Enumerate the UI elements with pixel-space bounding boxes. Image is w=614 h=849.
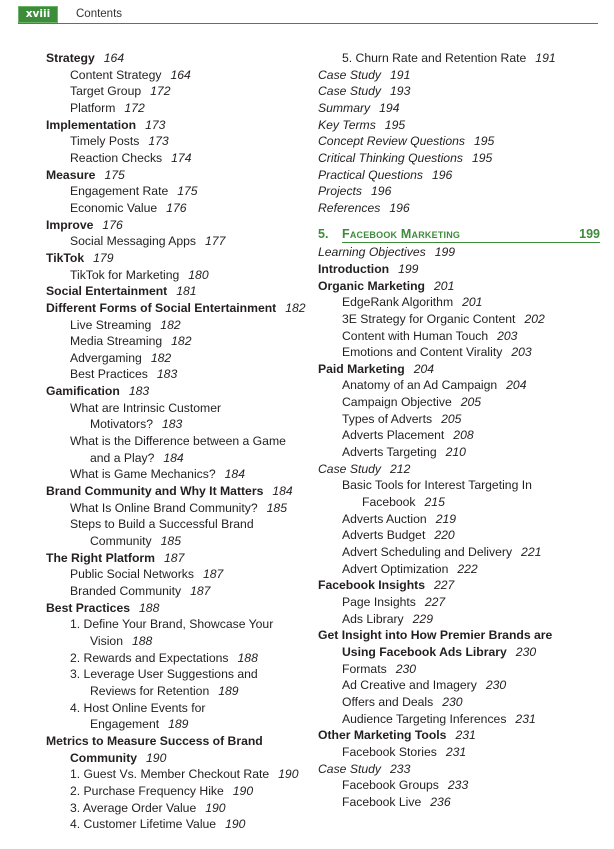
toc-entry [318, 377, 600, 394]
toc-entry-page-number: 173 [145, 117, 166, 132]
toc-entry-title: 5. Churn Rate and Retention Rate [342, 51, 527, 65]
toc-entry-title: What are Intrinsic Customer [70, 400, 222, 415]
toc-entry [318, 727, 600, 744]
toc-entry [46, 83, 312, 100]
toc-entry [46, 350, 312, 367]
toc-entry [318, 777, 600, 794]
toc-entry-title: What is the Difference between a Game [70, 434, 286, 449]
toc-entry [46, 516, 312, 533]
toc-entry [318, 511, 600, 528]
toc-entry-title: Case Study [318, 461, 382, 476]
toc-entry-title: Case Study [318, 67, 382, 82]
toc-entry [46, 566, 312, 583]
toc-entry-page-number: 204 [506, 378, 527, 393]
toc-entry-title: Other Marketing Tools [318, 728, 447, 743]
toc-entry-title: Economic Value [70, 200, 158, 215]
toc-entry [46, 766, 312, 783]
running-title: Contents [76, 8, 123, 20]
toc-entry-title: Media Streaming [70, 334, 163, 349]
toc-entry-page-number: 199 [398, 261, 419, 276]
toc-entry-page-number: 193 [390, 84, 411, 99]
toc-entry-page-number: 189 [168, 717, 189, 732]
toc-entry-title: Different Forms of Social Entertainment [46, 300, 277, 315]
toc-entry [318, 661, 600, 678]
toc-entry-page-number: 202 [524, 311, 545, 326]
toc-entry-title: Ads Library [342, 611, 404, 626]
toc-entry [318, 677, 600, 694]
toc-entry-title: Paid Marketing [318, 361, 405, 376]
toc-chapter-heading [318, 226, 600, 243]
toc-entry-page-number: 230 [515, 644, 537, 659]
toc-entry-title: Steps to Build a Successful Brand [70, 517, 254, 532]
toc-entry-page-number: 231 [515, 711, 536, 726]
toc-entry [318, 477, 600, 494]
toc-entry-page-number: 183 [162, 417, 183, 432]
toc-entry-title: Implementation [46, 117, 137, 132]
toc-entry-title: Timely Posts [70, 134, 140, 149]
toc-entry-page-number: 201 [462, 295, 483, 310]
toc-entry [46, 783, 312, 800]
toc-entry-page-number: 177 [205, 234, 226, 249]
toc-entry [318, 150, 600, 167]
toc-entry-title: Brand Community and Why It Matters [46, 484, 264, 499]
toc-entry-title: Vision [90, 633, 123, 648]
toc-entry-title: Facebook Marketing [342, 226, 461, 241]
toc-entry [46, 700, 312, 717]
toc-entry [46, 300, 312, 317]
toc-entry-title: 4. Host Online Events for [70, 700, 206, 715]
toc-entry-title: Community [70, 750, 138, 765]
toc-entry-page-number: 219 [435, 511, 457, 526]
toc-entry [318, 644, 600, 661]
toc-entry [46, 183, 312, 200]
toc-entry-page-number: 196 [432, 167, 453, 182]
toc-entry-title: and a Play? [90, 450, 155, 465]
toc-entry-title: Engagement Rate [70, 184, 169, 199]
toc-entry [318, 244, 600, 261]
toc-entry [46, 250, 312, 267]
toc-entry [318, 100, 600, 117]
toc-entry [46, 483, 312, 500]
toc-entry-title: Advert Scheduling and Delivery [342, 545, 513, 560]
toc-entry-title: 2. Rewards and Expectations [70, 650, 229, 665]
toc-entry-page-number: 229 [412, 611, 433, 626]
toc-entry-page-number: 185 [266, 500, 287, 515]
toc-entry [318, 294, 600, 311]
toc-entry-title: Facebook Groups [342, 778, 439, 793]
toc-entry-title: Ad Creative and Imagery [342, 678, 477, 693]
toc-entry-page-number: 210 [445, 445, 466, 460]
toc-entry [318, 627, 600, 644]
toc-entry-title: Adverts Budget [342, 528, 426, 543]
toc-entry-title: Facebook Live [342, 794, 422, 809]
toc-entry-page-number: 179 [93, 250, 114, 265]
toc-entry [318, 361, 600, 378]
toc-entry-title: Public Social Networks [70, 567, 194, 582]
toc-entry-title: Adverts Placement [342, 428, 445, 443]
toc-entry [46, 466, 312, 483]
toc-entry-title: TikTok [46, 250, 85, 265]
toc-entry-title: Strategy [46, 51, 95, 65]
toc-entry-title: Basic Tools for Interest Targeting In [342, 478, 532, 493]
toc-entry [318, 394, 600, 411]
toc-entry-title: Types of Adverts [342, 411, 433, 426]
toc-entry-title: Campaign Objective [342, 395, 452, 410]
toc-entry-title: Content Strategy [70, 67, 162, 82]
toc-entry-page-number: 233 [447, 778, 469, 793]
toc-entry [318, 167, 600, 184]
toc-entry-page-number: 184 [163, 450, 184, 465]
toc-entry-page-number: 190 [278, 767, 299, 782]
toc-entry-title: Key Terms [318, 117, 376, 132]
toc-entry-page-number: 180 [188, 267, 209, 282]
toc-entry-page-number: 182 [285, 300, 306, 315]
toc-entry [46, 816, 312, 833]
toc-entry [46, 500, 312, 517]
toc-entry [318, 344, 600, 361]
toc-entry-page-number: 230 [395, 661, 417, 676]
toc-entry [46, 433, 312, 450]
toc-entry [46, 333, 312, 350]
toc-entry-title: Metrics to Measure Success of Brand [46, 733, 263, 748]
toc-entry [318, 611, 600, 628]
toc-entry [46, 283, 312, 300]
toc-entry-page-number: 190 [146, 750, 167, 765]
toc-entry [318, 411, 600, 428]
toc-entry [46, 733, 312, 750]
chapter-rule [342, 242, 600, 243]
toc-entry [318, 133, 600, 150]
toc-entry [318, 461, 600, 478]
toc-entry-page-number: 203 [511, 345, 532, 360]
toc-entry-title: Social Messaging Apps [70, 234, 197, 249]
toc-entry [46, 683, 312, 700]
toc-entry-page-number: 222 [457, 561, 478, 576]
toc-entry-title: Audience Targeting Inferences [342, 711, 507, 726]
toc-entry-page-number: 189 [218, 683, 239, 698]
toc-entry [318, 444, 600, 461]
toc-entry-page-number: 231 [455, 728, 476, 743]
toc-entry-title: 3. Leverage User Suggestions and [70, 667, 258, 682]
toc-entry [46, 100, 312, 117]
toc-entry [46, 750, 312, 767]
toc-entry-title: Social Entertainment [46, 284, 168, 299]
toc-entry [46, 200, 312, 217]
toc-entry-title: Practical Questions [318, 167, 423, 182]
toc-entry-page-number: 236 [430, 794, 451, 809]
toc-entry-title: Advergaming [70, 350, 142, 365]
toc-entry-title: Offers and Deals [342, 694, 434, 709]
toc-entry-title: Improve [46, 217, 94, 232]
toc-entry-title: 3. Average Order Value [70, 800, 197, 815]
header-rule [18, 23, 598, 24]
toc-entry-title: Introduction [318, 261, 390, 276]
toc-entry-page-number: 173 [148, 134, 169, 149]
toc-entry [318, 200, 600, 217]
toc-entry-title: Case Study [318, 84, 382, 99]
page-header [0, 0, 614, 26]
toc-left-column [46, 50, 312, 833]
toc-entry-page-number: 175 [104, 167, 125, 182]
toc-entry [46, 650, 312, 667]
toc-entry-page-number: 182 [150, 350, 172, 365]
toc-entry [46, 67, 312, 84]
toc-entry [46, 383, 312, 400]
toc-entry-page-number: 188 [237, 650, 258, 665]
toc-entry-title: Anatomy of an Ad Campaign [342, 378, 498, 393]
toc-entry [318, 561, 600, 578]
toc-entry [318, 311, 600, 328]
toc-entry-page-number: 183 [156, 367, 178, 382]
toc-entry-page-number: 230 [485, 678, 507, 693]
toc-entry-title: Reviews for Retention [90, 683, 210, 698]
toc-entry [46, 800, 312, 817]
toc-entry-page-number: 183 [128, 384, 150, 399]
toc-entry-title: The Right Platform [46, 550, 156, 565]
toc-entry-page-number: 164 [103, 51, 125, 65]
toc-entry-title: TikTok for Marketing [70, 267, 180, 282]
toc-entry-page-number: 230 [442, 694, 463, 709]
toc-entry-page-number: 184 [224, 467, 245, 482]
toc-entry-page-number: 172 [150, 84, 171, 99]
toc-entry [46, 317, 312, 334]
toc-entry-page-number: 188 [131, 633, 153, 648]
toc-entry-page-number: 187 [164, 550, 185, 565]
toc-entry-title: Facebook [362, 495, 416, 510]
toc-entry-title: Motivators? [90, 417, 153, 432]
toc-entry [318, 494, 600, 511]
toc-entry-page-number: 195 [471, 150, 493, 165]
toc-entry-page-number: 175 [177, 184, 198, 199]
toc-entry-title: Gamification [46, 384, 120, 399]
toc-entry [318, 83, 600, 100]
toc-entry-page-number: 227 [424, 595, 446, 609]
toc-entry [318, 711, 600, 728]
toc-entry [318, 761, 600, 778]
toc-entry-page-number: 220 [434, 528, 455, 543]
toc-entry [46, 633, 312, 650]
toc-entry-page-number: 191 [390, 67, 411, 82]
toc-entry [46, 533, 312, 550]
toc-entry [46, 600, 312, 617]
toc-entry-page-number: 185 [160, 534, 181, 549]
toc-entry-page-number: 205 [460, 395, 482, 410]
toc-entry-page-number: 182 [160, 317, 181, 332]
toc-entry-page-number: 182 [171, 334, 192, 349]
toc-entry-title: Engagement [90, 717, 160, 732]
toc-entry [46, 666, 312, 683]
toc-entry [46, 217, 312, 234]
toc-entry-page-number: 233 [390, 761, 411, 776]
toc-entry [46, 133, 312, 150]
toc-entry-title: Branded Community [70, 584, 182, 598]
toc-entry [318, 328, 600, 345]
toc-entry-title: Advert Optimization [342, 561, 449, 576]
toc-entry-title: 2. Purchase Frequency Hike [70, 783, 224, 798]
toc-entry [46, 267, 312, 284]
toc-entry-title: Adverts Targeting [342, 445, 437, 460]
toc-entry-title: 1. Guest Vs. Member Checkout Rate [70, 767, 270, 782]
toc-entry [318, 117, 600, 134]
toc-entry-page-number: 176 [102, 217, 123, 232]
toc-entry-title: 3E Strategy for Organic Content [342, 311, 516, 326]
chapter-number: 5. [318, 226, 329, 241]
toc-entry-page-number: 205 [441, 411, 462, 426]
toc-entry-page-number: 174 [171, 150, 192, 165]
toc-entry-page-number: 191 [535, 51, 556, 65]
toc-entry [46, 450, 312, 467]
toc-entry-title: Organic Marketing [318, 278, 426, 293]
toc-entry-title: Measure [46, 167, 96, 182]
toc-entry-page-number: 190 [205, 800, 226, 815]
toc-entry-title: Target Group [70, 84, 142, 99]
toc-entry-title: Summary [318, 100, 371, 115]
toc-entry [318, 278, 600, 295]
toc-entry [46, 616, 312, 633]
toc-entry-page-number: 172 [124, 100, 145, 115]
toc-entry-page-number: 199 [579, 226, 600, 241]
toc-entry [318, 261, 600, 278]
toc-entry-title: Adverts Auction [342, 511, 427, 526]
toc-entry-page-number: 194 [379, 100, 400, 115]
toc-entry-title: Platform [70, 100, 116, 115]
toc-entry-title: Formats [342, 661, 387, 676]
toc-entry-title: Reaction Checks [70, 150, 163, 165]
toc-entry [318, 427, 600, 444]
toc-entry-page-number: 187 [190, 584, 211, 598]
toc-entry-title: Page Insights [342, 595, 416, 609]
toc-entry [46, 167, 312, 184]
toc-entry-page-number: 196 [389, 200, 410, 215]
toc-entry-title: Emotions and Content Virality [342, 345, 503, 360]
toc-entry [46, 233, 312, 250]
toc-entry-page-number: 196 [371, 184, 392, 199]
toc-entry-page-number: 227 [434, 578, 455, 593]
toc-entry [318, 67, 600, 84]
toc-entry [46, 117, 312, 134]
toc-entry-page-number: 204 [413, 361, 435, 376]
toc-entry-page-number: 195 [384, 117, 406, 132]
toc-entry-page-number: 176 [166, 200, 187, 215]
toc-entry [318, 694, 600, 711]
toc-entry-page-number: 203 [497, 328, 518, 343]
toc-entry-title: Content with Human Touch [342, 328, 489, 343]
toc-entry-page-number: 195 [474, 134, 495, 149]
toc-entry-title: Community [90, 534, 152, 549]
toc-entry-title: Facebook Insights [318, 578, 425, 593]
toc-entry-page-number: 201 [434, 278, 455, 293]
toc-entry-title: Live Streaming [70, 317, 152, 332]
toc-entry-title: 4. Customer Lifetime Value [70, 817, 217, 832]
page-number-badge: xviii [18, 6, 58, 23]
toc-entry [318, 744, 600, 761]
toc-entry-title: Facebook Stories [342, 744, 437, 759]
toc-entry [318, 50, 600, 67]
toc-entry-page-number: 221 [521, 545, 542, 560]
toc-entry [318, 594, 600, 611]
toc-entry-title: What Is Online Brand Community? [70, 500, 258, 515]
toc-entry-page-number: 181 [176, 284, 197, 299]
toc-entry-title: Using Facebook Ads Library [342, 644, 507, 659]
toc-entry-page-number: 215 [424, 495, 445, 510]
toc-entry-title: References [318, 200, 381, 215]
toc-entry-title: 1. Define Your Brand, Showcase Your [70, 617, 274, 632]
toc-right-column [318, 50, 600, 811]
toc-entry-title: Case Study [318, 761, 382, 776]
toc-entry-title: What is Game Mechanics? [70, 467, 216, 482]
toc-entry [46, 550, 312, 567]
toc-entry [318, 577, 600, 594]
toc-entry-title: Best Practices [70, 367, 148, 382]
toc-entry [46, 583, 312, 600]
toc-entry [318, 527, 600, 544]
toc-entry-title: Best Practices [46, 600, 131, 615]
toc-entry-title: EdgeRank Algorithm [342, 295, 454, 310]
toc-entry [46, 50, 312, 67]
toc-entry-page-number: 190 [225, 817, 246, 832]
toc-entry-title: Critical Thinking Questions [318, 150, 463, 165]
toc-entry [318, 544, 600, 561]
toc-entry-title: Projects [318, 184, 363, 199]
toc-entry-page-number: 164 [170, 67, 191, 82]
toc-entry-page-number: 187 [202, 567, 224, 582]
toc-entry [318, 183, 600, 200]
toc-entry-title: Get Insight into How Premier Brands are [318, 628, 553, 643]
toc-entry-page-number: 208 [453, 428, 474, 443]
toc-entry [46, 416, 312, 433]
toc-entry [46, 400, 312, 417]
toc-entry [46, 716, 312, 733]
toc-entry-page-number: 231 [445, 744, 467, 759]
toc-entry-page-number: 184 [272, 484, 293, 499]
toc-entry-page-number: 188 [139, 600, 160, 615]
toc-entry-title: Learning Objectives [318, 245, 426, 260]
toc-entry-title: Concept Review Questions [318, 134, 465, 149]
toc-entry-page-number: 212 [390, 461, 411, 476]
toc-entry-page-number: 199 [434, 245, 456, 260]
toc-entry [46, 366, 312, 383]
toc-entry [46, 150, 312, 167]
toc-entry-page-number: 190 [232, 783, 254, 798]
toc-entry [318, 794, 600, 811]
